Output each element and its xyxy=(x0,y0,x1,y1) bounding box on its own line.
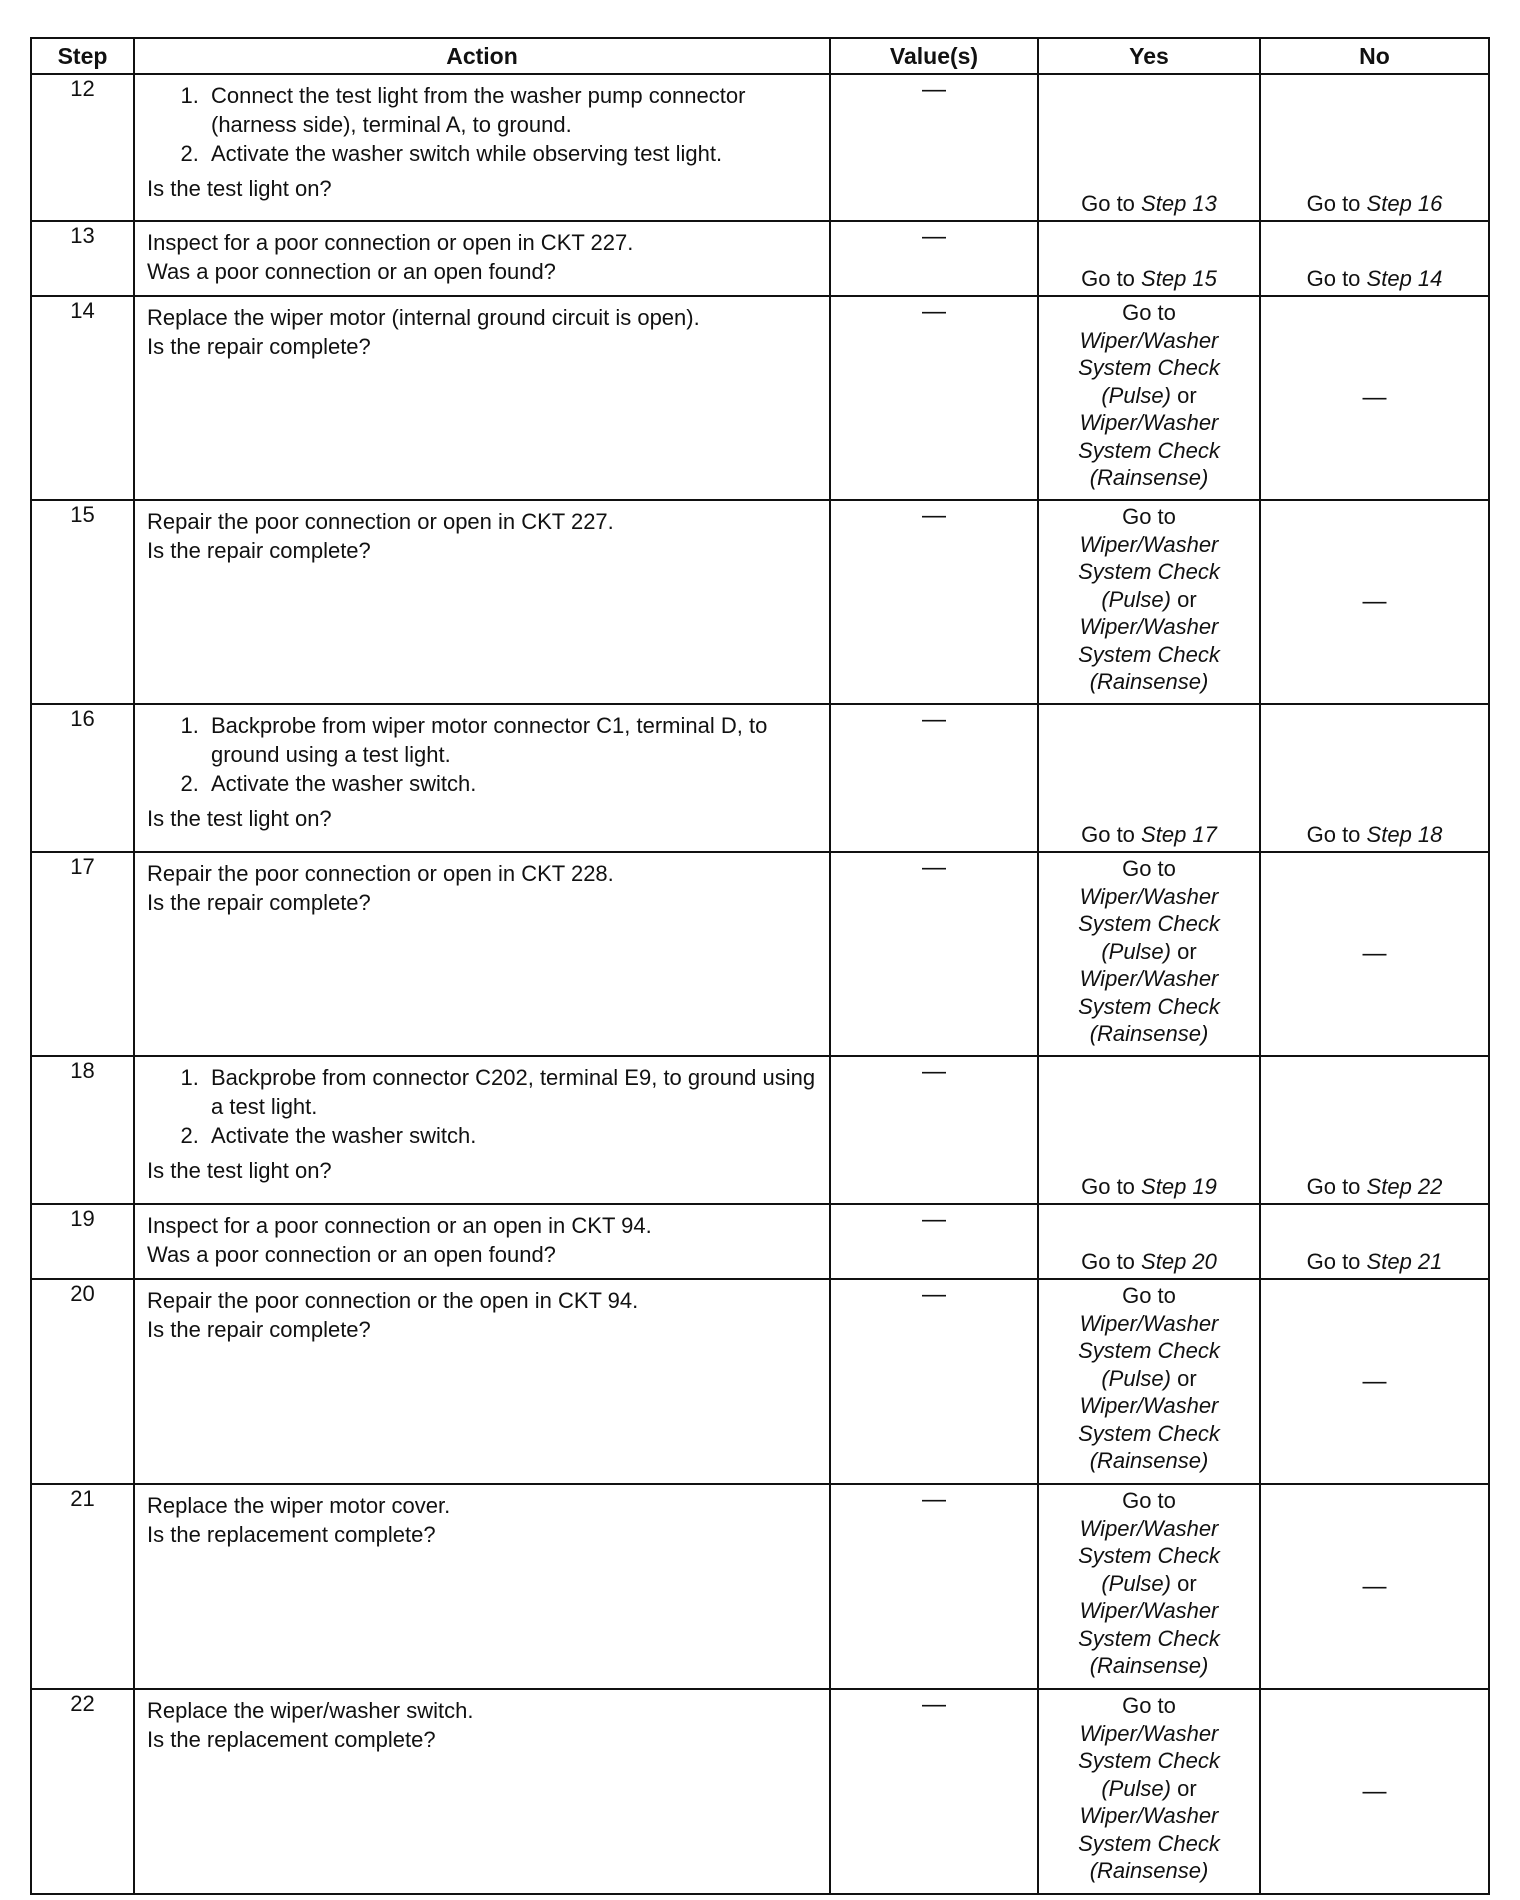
value-cell: — xyxy=(830,74,1038,221)
action-cell xyxy=(134,500,830,704)
goto-procedure: Wiper/Washer xyxy=(1079,614,1219,639)
table-row xyxy=(31,500,1489,704)
goto-text: Go to xyxy=(1306,1174,1361,1199)
action-cell xyxy=(134,1056,830,1204)
action-steps xyxy=(147,81,819,168)
goto-procedure: Wiper/Washer xyxy=(1079,1598,1219,1623)
goto-procedure: (Rainsense) xyxy=(1089,1858,1209,1883)
action-steps xyxy=(147,1063,819,1150)
goto-procedure: System Check xyxy=(1078,1420,1220,1446)
action-question: Is the test light on? xyxy=(147,1158,332,1183)
header-action: Action xyxy=(134,38,830,74)
goto-step: Step 16 xyxy=(1366,191,1443,216)
goto-step: Step 20 xyxy=(1141,1249,1217,1274)
value-cell: — xyxy=(830,1056,1038,1204)
action-cell xyxy=(134,1484,830,1689)
step-number: 22 xyxy=(31,1689,134,1894)
diagnostic-table xyxy=(30,37,1490,1895)
no-cell xyxy=(1260,74,1489,221)
step-number: 17 xyxy=(31,852,134,1056)
value-cell: — xyxy=(830,1484,1038,1689)
yes-cell xyxy=(1038,1056,1260,1204)
action-steps xyxy=(147,711,819,798)
step-number: 13 xyxy=(31,221,134,296)
goto-procedure: (Pulse) xyxy=(1101,1365,1171,1391)
action-cell xyxy=(134,1689,830,1894)
step-number: 16 xyxy=(31,704,134,852)
value-cell: — xyxy=(830,500,1038,704)
goto-procedure: System Check xyxy=(1078,1748,1220,1773)
step-number: 12 xyxy=(31,74,134,221)
no-cell: — xyxy=(1260,500,1489,704)
goto-or: or xyxy=(1171,382,1197,408)
yes-cell xyxy=(1038,221,1260,296)
goto-text: Go to xyxy=(1081,822,1135,847)
goto-procedure: Wiper/Washer xyxy=(1079,1515,1219,1541)
no-cell xyxy=(1260,704,1489,852)
value-cell: — xyxy=(830,1689,1038,1894)
goto-text: Go to xyxy=(1122,1283,1176,1308)
goto-text: Go to xyxy=(1081,266,1135,291)
goto-step: Step 22 xyxy=(1366,1174,1443,1199)
action-item: 1. Connect the test light from the washer pump connector (harness side), terminal A, to ground. xyxy=(205,81,819,139)
goto-procedure: (Rainsense) xyxy=(1089,669,1209,694)
goto-procedure: (Pulse) xyxy=(1101,382,1171,408)
goto-step: Step 21 xyxy=(1366,1249,1443,1274)
table-row xyxy=(31,1689,1489,1894)
action-item: 2. Activate the washer switch. xyxy=(205,1121,819,1150)
goto-step: Step 19 xyxy=(1141,1174,1217,1199)
no-cell: — xyxy=(1260,852,1489,1056)
action-cell xyxy=(134,1204,830,1279)
step-number: 21 xyxy=(31,1484,134,1689)
action-text: Replace the wiper motor cover. xyxy=(147,1493,451,1518)
action-item: 2. Activate the washer switch. xyxy=(205,769,819,798)
action-question: Is the repair complete? xyxy=(147,334,371,359)
header-values: Value(s) xyxy=(830,38,1038,74)
no-cell xyxy=(1260,1056,1489,1204)
value-cell: — xyxy=(830,852,1038,1056)
action-question: Is the replacement complete? xyxy=(147,1522,436,1547)
goto-procedure: System Check xyxy=(1078,1830,1220,1856)
action-text: Repair the poor connection or the open in CKT 94. xyxy=(147,1288,639,1313)
goto-or: or xyxy=(1171,1570,1197,1596)
action-question: Was a poor connection or an open found? xyxy=(147,259,556,284)
goto-step: Step 13 xyxy=(1141,191,1217,216)
table-row xyxy=(31,852,1489,1056)
value-cell: — xyxy=(830,296,1038,500)
goto-procedure: Wiper/Washer xyxy=(1079,410,1219,435)
table-row xyxy=(31,1056,1489,1204)
yes-cell xyxy=(1038,74,1260,221)
goto-or: or xyxy=(1171,1365,1197,1391)
goto-or: or xyxy=(1171,1775,1197,1801)
goto-procedure: System Check xyxy=(1078,1338,1220,1363)
yes-cell xyxy=(1038,1279,1260,1484)
goto-procedure: Wiper/Washer xyxy=(1079,327,1219,353)
goto-procedure: (Rainsense) xyxy=(1089,1653,1209,1678)
goto-or: or xyxy=(1171,586,1197,612)
value-cell: — xyxy=(830,221,1038,296)
goto-text: Go to xyxy=(1122,856,1176,881)
no-cell: — xyxy=(1260,1484,1489,1689)
action-item: 1. Backprobe from wiper motor connector C1, terminal D, to ground using a test light. xyxy=(205,711,819,769)
action-question: Is the repair complete? xyxy=(147,538,371,563)
header-row xyxy=(31,38,1489,74)
no-cell: — xyxy=(1260,1279,1489,1484)
action-cell xyxy=(134,74,830,221)
goto-or: or xyxy=(1171,938,1197,964)
value-cell: — xyxy=(830,1204,1038,1279)
header-yes: Yes xyxy=(1038,38,1260,74)
goto-text: Go to xyxy=(1122,504,1176,529)
goto-procedure: Wiper/Washer xyxy=(1079,1393,1219,1418)
goto-procedure: Wiper/Washer xyxy=(1079,966,1219,991)
action-question: Is the repair complete? xyxy=(147,890,371,915)
goto-text: Go to xyxy=(1122,1488,1176,1513)
goto-text: Go to xyxy=(1122,1693,1176,1718)
value-cell: — xyxy=(830,1279,1038,1484)
goto-procedure: (Pulse) xyxy=(1101,1570,1171,1596)
table-row xyxy=(31,74,1489,221)
action-cell xyxy=(134,1279,830,1484)
table-row xyxy=(31,704,1489,852)
no-cell: — xyxy=(1260,296,1489,500)
goto-text: Go to xyxy=(1306,822,1361,847)
goto-text: Go to xyxy=(1306,1249,1361,1274)
action-question: Is the replacement complete? xyxy=(147,1727,436,1752)
action-text: Repair the poor connection or open in CKT 228. xyxy=(147,861,614,886)
yes-cell xyxy=(1038,704,1260,852)
goto-procedure: (Rainsense) xyxy=(1089,1021,1209,1046)
action-text: Repair the poor connection or open in CKT 227. xyxy=(147,509,614,534)
yes-cell xyxy=(1038,500,1260,704)
goto-procedure: Wiper/Washer xyxy=(1079,883,1219,909)
goto-procedure: System Check xyxy=(1078,641,1220,667)
yes-cell xyxy=(1038,852,1260,1056)
table-row xyxy=(31,296,1489,500)
action-text: Replace the wiper motor (internal ground circuit is open). xyxy=(147,305,700,330)
goto-procedure: (Rainsense) xyxy=(1089,1448,1209,1473)
yes-cell xyxy=(1038,296,1260,500)
yes-cell xyxy=(1038,1689,1260,1894)
action-cell xyxy=(134,852,830,1056)
action-question: Is the repair complete? xyxy=(147,1317,371,1342)
goto-procedure: System Check xyxy=(1078,355,1220,380)
goto-step: Step 17 xyxy=(1141,822,1217,847)
no-cell xyxy=(1260,1204,1489,1279)
header-step: Step xyxy=(31,38,134,74)
goto-text: Go to xyxy=(1081,191,1135,216)
goto-text: Go to xyxy=(1081,1174,1135,1199)
no-cell: — xyxy=(1260,1689,1489,1894)
table-row xyxy=(31,221,1489,296)
action-text: Inspect for a poor connection or open in CKT 227. xyxy=(147,230,634,255)
goto-text: Go to xyxy=(1122,300,1176,325)
step-number: 14 xyxy=(31,296,134,500)
goto-procedure: System Check xyxy=(1078,911,1220,936)
goto-procedure: System Check xyxy=(1078,559,1220,584)
goto-text: Go to xyxy=(1081,1249,1135,1274)
goto-step: Step 14 xyxy=(1366,266,1443,291)
goto-procedure: (Pulse) xyxy=(1101,1775,1171,1801)
goto-procedure: System Check xyxy=(1078,437,1220,463)
table-row xyxy=(31,1484,1489,1689)
action-question: Is the test light on? xyxy=(147,176,332,201)
action-cell xyxy=(134,296,830,500)
action-item: 2. Activate the washer switch while observing test light. xyxy=(205,139,819,168)
goto-procedure: System Check xyxy=(1078,993,1220,1019)
action-item: 1. Backprobe from connector C202, terminal E9, to ground using a test light. xyxy=(205,1063,819,1121)
goto-text: Go to xyxy=(1306,191,1361,216)
goto-procedure: System Check xyxy=(1078,1543,1220,1568)
goto-step: Step 18 xyxy=(1366,822,1443,847)
action-text: Inspect for a poor connection or an open in CKT 94. xyxy=(147,1213,652,1238)
action-cell xyxy=(134,221,830,296)
goto-procedure: (Pulse) xyxy=(1101,586,1171,612)
goto-procedure: System Check xyxy=(1078,1625,1220,1651)
step-number: 18 xyxy=(31,1056,134,1204)
header-no: No xyxy=(1260,38,1489,74)
action-text: Replace the wiper/washer switch. xyxy=(147,1698,474,1723)
step-number: 20 xyxy=(31,1279,134,1484)
step-number: 19 xyxy=(31,1204,134,1279)
action-cell xyxy=(134,704,830,852)
goto-procedure: Wiper/Washer xyxy=(1079,1720,1219,1746)
goto-procedure: (Rainsense) xyxy=(1089,465,1209,490)
yes-cell xyxy=(1038,1204,1260,1279)
step-number: 15 xyxy=(31,500,134,704)
goto-procedure: (Pulse) xyxy=(1101,938,1171,964)
goto-procedure: Wiper/Washer xyxy=(1079,531,1219,557)
table-row xyxy=(31,1279,1489,1484)
goto-text: Go to xyxy=(1306,266,1361,291)
goto-step: Step 15 xyxy=(1141,266,1217,291)
table-row xyxy=(31,1204,1489,1279)
action-question: Was a poor connection or an open found? xyxy=(147,1242,556,1267)
action-question: Is the test light on? xyxy=(147,806,332,831)
yes-cell xyxy=(1038,1484,1260,1689)
goto-procedure: Wiper/Washer xyxy=(1079,1803,1219,1828)
goto-procedure: Wiper/Washer xyxy=(1079,1310,1219,1336)
no-cell xyxy=(1260,221,1489,296)
value-cell: — xyxy=(830,704,1038,852)
